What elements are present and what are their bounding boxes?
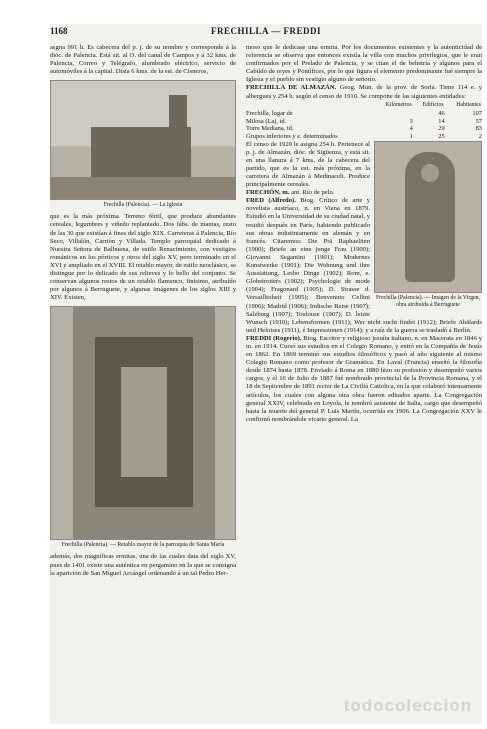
entry-text-frechon: ant. Río de pelo. [291,189,335,197]
virgin-statue-caption: Frechilla (Palencia). — Imagen de la Virgen, obra atribuída á Berruguete [375,294,481,308]
church-photo-caption: Frechilla (Palencia). — La Iglesia [103,202,183,209]
entry-heading-fred: FRED (Alfredo). [246,197,296,205]
virgin-figure-block [374,141,482,313]
right-paragraph-1: moso que le dedicase una ermita. Por los documentos existentes y la autenticidad de referencia se observa que entonces existía la villa con muchos privilegios, que le eran confirmados por el Prelado de Palencia, y se citan el de behetría y algunos para el Cabildo de reyes y Pontífices, por lo que figura el elemento predominante fué siempre la Iglesia y el pueblo sin vestigio alguno de señorío. [246,44,482,84]
entry-text-fred: Biog. Crítico de arte y novelista austríaco, n. en Viena en 1879. Estudió en la Universidad de su ciudad natal, y residió después en París, habiendo publicado sus obras indistintamente en alemán y en francés. Citaremos: Die Prä Raphaeliten (1900); Briefe an eine junge Frau (1900); Giovanni Segantini (1901); Modernes Kunstwerke (1901); Die Wohnung und ihre Ausstattung, Lesbo Dinge (1902); Rom, e. Globetrotters (1902); Psychologie de mode (1904); Fragonard (1905); D. Strasse d. Versaillesheit (1905); Benvenuto Cellini (1906); Madrid (1906); Indische Reise (1907); Salzburg (1907); Toulouse (1907); D. letzte Wunsch (1910); Lebensformen (1911); Wer nicht sucht findet (1912); Briefe Abälards und Heloises (1911), é Impressionen (1914); y a raíz de la guerra se trasladó á Berlín. [246,197,482,334]
entry-text-almazan: Geog. Mun. de la prov. de Soria. Tiene 114 e. y albergues y 254 h. según el censo de 1910. Se compone de las siguientes entidades: [246,84,482,100]
running-head: FRECHILLA — FREDDI [210,26,321,36]
left-paragraph-3: además, dos magníficas ermitas, una de las cuales data del siglo XV, pues de 1401 existe una auténtica en pergamino en la que se consigna la aparición de San Miguel Arcángel ordenando á un tal Pedro Her- [50,553,236,577]
entry-heading-frechon: FRECHÓN, m. [246,189,290,197]
page-number: 1168 [50,26,68,36]
table-header-row [246,101,482,111]
table-row: Torre Mediana, id. 4 29 83 [246,125,482,133]
church-photo [50,80,236,200]
watermark-logo: todocoleccion [343,696,472,715]
entry-heading-almazan: FRECHILLA DE ALMAZÁN. [246,84,337,92]
book-page [50,24,482,724]
altarpiece-photo [50,306,236,540]
virgin-statue-photo [374,141,482,293]
altarpiece-photo-caption: Frechilla (Palencia). — Retablo mayor de la parroquia de Santa María [61,542,225,549]
right-column [246,44,482,424]
table-header-habitantes: Habitantes [456,101,481,108]
entry-heading-freddi: FREDDI (Rogerio). [246,334,302,342]
table-header-edificios: Edificios [422,101,444,108]
table-header-km: Kilómetros [385,101,412,108]
entry-frechilla-de-almazan [246,84,482,100]
right-paragraph-2: El censo de 1920 le asigna 254 h. Pertenece al p. j. de Almazán, dióc. de Sigüenza, y está sit. en una llanura á 7 kms. de la cabecera del partido, que es la est. más próxima, en la carretera de Almazán á Medinaceli. Produce principalmente cereales. [246,140,370,189]
table-row: Frechilla, lugar de 46 107 [246,110,482,118]
left-column [50,44,236,578]
entities-table [246,101,482,141]
entry-freddi [246,335,482,424]
entry-text-freddi: Biog. Escritor y religioso jesuíta italiano, n. en Macerata en 1846 y m. en 1914. Cursó sus estudios en el Colegio Romano, y entró en la Compañía de Jesús en 1862. En 1869 terminó sus estudios filosóficos y pasó al año siguiente al mismo Colegio Romano como profesor de Gramática. En Laval (Francia) enseñó la filosofía desde 1874 hasta 1878. Enviado á Roma en 1880 hizo su profesión y desempeñó varios cargos, y el 16 de Julio de 1887 fué nombrado provincial de la Provincia Romana, y el 18 de Septiembre de 1891 rector de La Civiltà Cattolica, en la que colaboró intensamente artículos, los cuales con alguna otra obra fueron editados aparte. La Congregación general XXIV, celebrada en Loyola, le nombró asistente de Italia, cargo que desempeñó hasta la muerte del general P. Luis Martín, ocurrida en 1906. La Congregación XXV le confirmó nombrándole vicario general. La [246,334,482,423]
left-paragraph-1: asgna 991 h. Es cabecera del p. j. de su nombre y corresponde á la dióc. de Palencia. Está sit. al O. del canal de Campos y á 32 kms. de Palencia, Correo y Telégrafo, alumbrado eléctrico, servicio de automóviles á la capital. Dista 6 kms. de la est. de Cisneros, [50,44,236,76]
left-paragraph-2: que es la más próxima. Terreno fértil, que produce abundantes cereales, legumbres y viñedo replantado. Dos fábs. de mantas, resto de las 30 que existían á fines del siglo XIX. Carreteras á Palencia, Río Seco, Villalón, Carrión y Villada. Templo parroquial dedicado á Nuestra Señora de Balbuena, de estilo Renacimiento, con vestigios románicos en los pórticos y otros del siglo XV, pero terminado en el XVI y ampliado en el XVIII. El retablo mayor, de estilo neoclásico, se distingue por lo delicado de sus relieves y lo bello del conjunto. Se conservan algunos restos de un retablo flamenco, finísimo, atribuído por algunos á Berruguete, y algunas imágenes de los siglos XIII y XIV. Existen, [50,213,236,302]
page-header [50,24,482,42]
table-row: Milosa (La), id. 3 14 57 [246,117,482,125]
table-row: Grupos inferiores y e. determinados 1 25 2 [246,133,482,141]
